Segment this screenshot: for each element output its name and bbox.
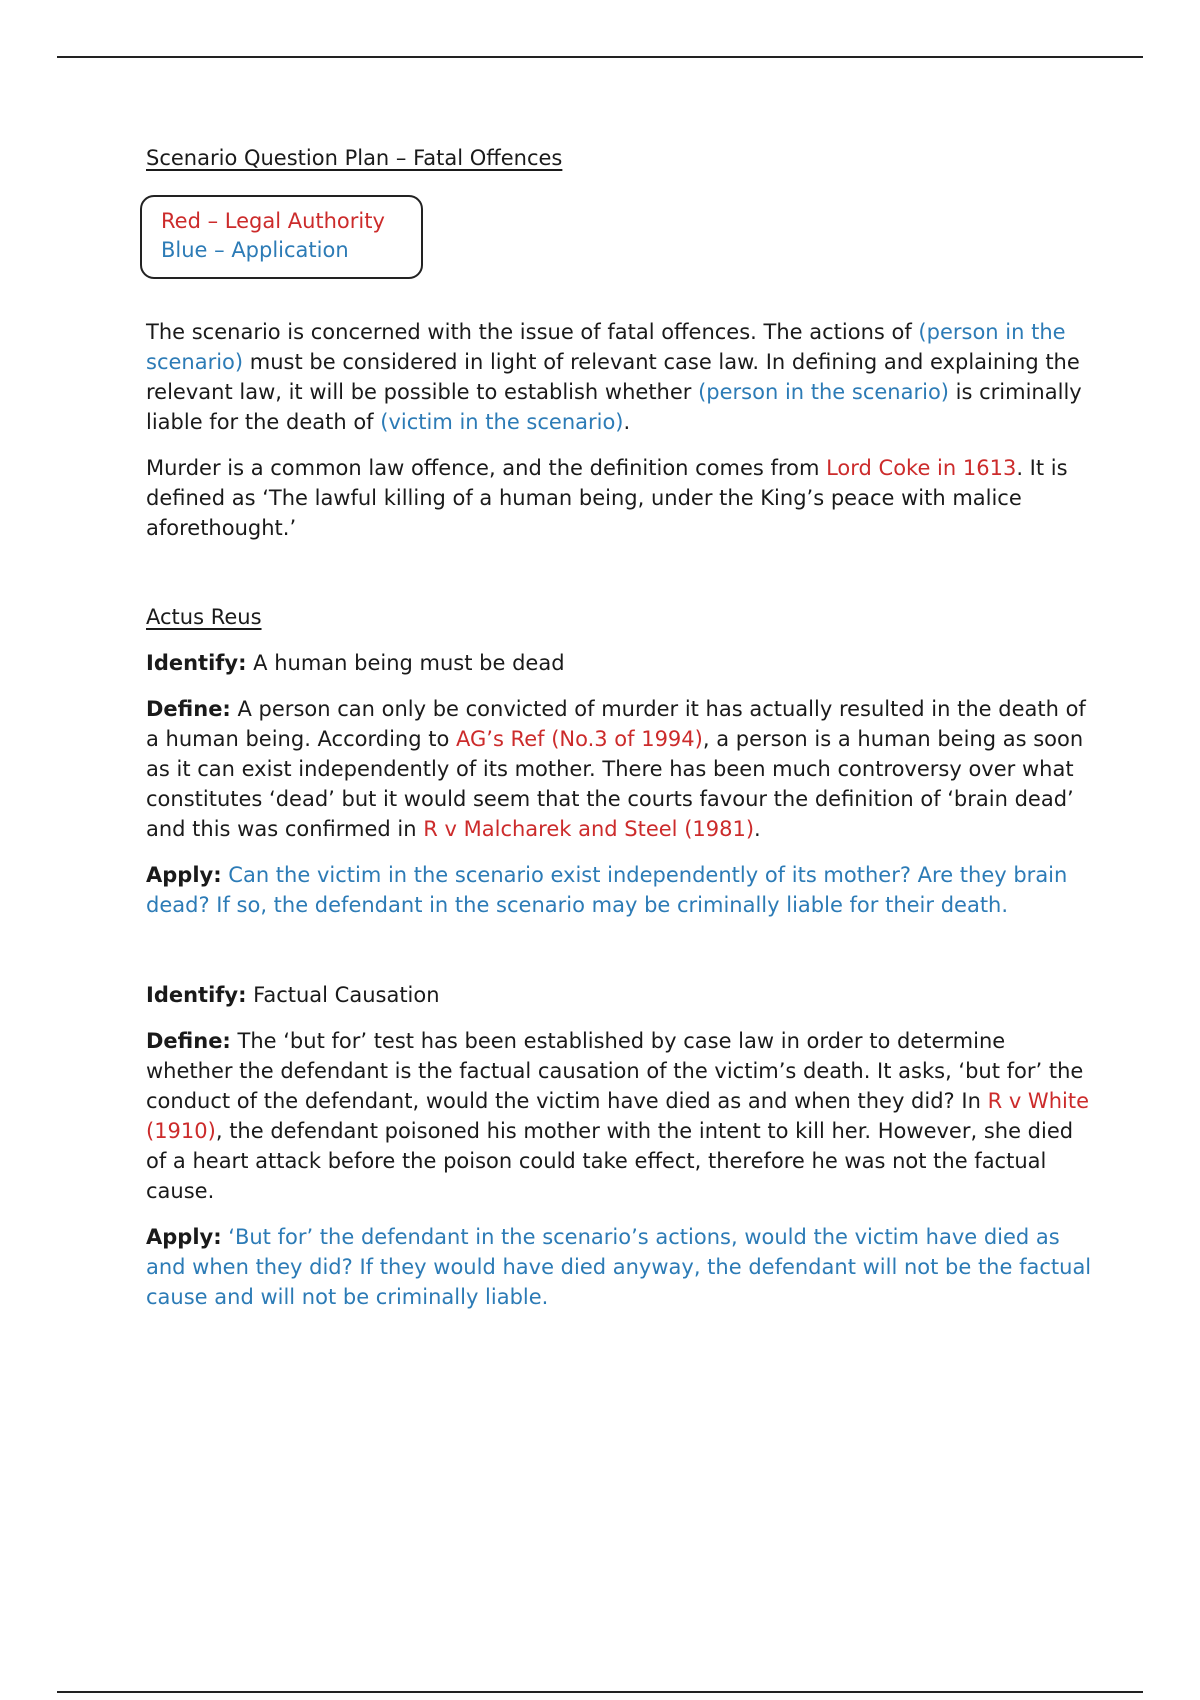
identify-paragraph-2 [146, 980, 1096, 1010]
define-paragraph-2 [146, 1026, 1096, 1206]
define-label: Define: [146, 1029, 231, 1053]
intro-victim-ref: (victim in the scenario) [380, 410, 624, 434]
authority-lord-coke: Lord Coke in 1613 [826, 456, 1017, 480]
authority-ags-ref: AG’s Ref (No.3 of 1994) [456, 727, 703, 751]
murder-definition-paragraph [146, 453, 1096, 543]
define-text-1: The ‘but for’ test has been established by case law in order to determine whether the defendant is the factual causation of the victim’s death. It asks, ‘but for’ the conduct of the defendant, would the victim have died as and when they did? In [146, 1029, 1084, 1113]
intro-text-3: is criminally liable for the death of [146, 380, 1082, 434]
apply-paragraph-1 [146, 860, 1096, 920]
identify-text: A human being must be dead [246, 651, 565, 675]
intro-paragraph [146, 317, 1096, 437]
apply-paragraph-2 [146, 1222, 1096, 1312]
intro-person-ref-1: (person in the scenario) [146, 320, 1066, 374]
intro-text-4: . [623, 410, 631, 434]
define-text-1: A person can only be convicted of murder it has actually resulted in the death of a human being. According to [146, 697, 1086, 751]
document-body [146, 143, 1096, 1312]
define-label: Define: [146, 697, 231, 721]
intro-text-2: must be considered in light of relevant case law. In defining and explaining the relevant law, it will be possible to establish whether [146, 350, 1080, 404]
murder-text-2: . It is defined as ‘The lawful killing of a human being, under the King’s peace with malice aforethought.’ [146, 456, 1068, 540]
apply-text: Can the victim in the scenario exist independently of its mother? Are they brain dead? If so, the defendant in the scenario may be criminally liable for their death. [146, 863, 1068, 917]
header-rule [57, 56, 1143, 58]
apply-label: Apply: [146, 1225, 222, 1249]
authority-r-v-white: R v White (1910) [146, 1089, 1089, 1143]
identify-text: Factual Causation [246, 983, 440, 1007]
key-legal-authority: Red – Legal Authority [161, 209, 385, 233]
identify-paragraph-1 [146, 648, 1096, 678]
document-title: Scenario Question Plan – Fatal Offences [146, 146, 563, 170]
intro-text-1: The scenario is concerned with the issue of fatal offences. The actions of [146, 320, 919, 344]
authority-malcharek-steel: R v Malcharek and Steel (1981) [423, 817, 755, 841]
define-text-3: . [754, 817, 761, 841]
murder-text-1: Murder is a common law offence, and the definition comes from [146, 456, 827, 480]
key-application: Blue – Application [161, 238, 349, 262]
apply-text: ‘But for’ the defendant in the scenario’s actions, would the victim have died as and when they did? If they would have died anyway, the defendant will not be the factual cause and will not be criminally liable. [146, 1225, 1092, 1309]
identify-label: Identify: [146, 651, 247, 675]
identify-label: Identify: [146, 983, 247, 1007]
section-title-actus-reus: Actus Reus [146, 605, 262, 629]
define-text-2: , the defendant poisoned his mother with the intent to kill her. However, she died of a heart attack before the poison could take effect, therefore he was not the factual cause. [146, 1119, 1074, 1203]
colour-key-box [140, 195, 423, 279]
apply-label: Apply: [146, 863, 222, 887]
define-paragraph-1 [146, 694, 1096, 844]
define-text-2: , a person is a human being as soon as it can exist independently of its mother. There has been much controversy over what constitutes ‘dead’ but it would seem that the courts favour the definition of ‘brain dead’ and this was confirmed in [146, 727, 1084, 841]
intro-person-ref-2: (person in the scenario) [698, 380, 949, 404]
footer-rule [57, 1691, 1143, 1693]
